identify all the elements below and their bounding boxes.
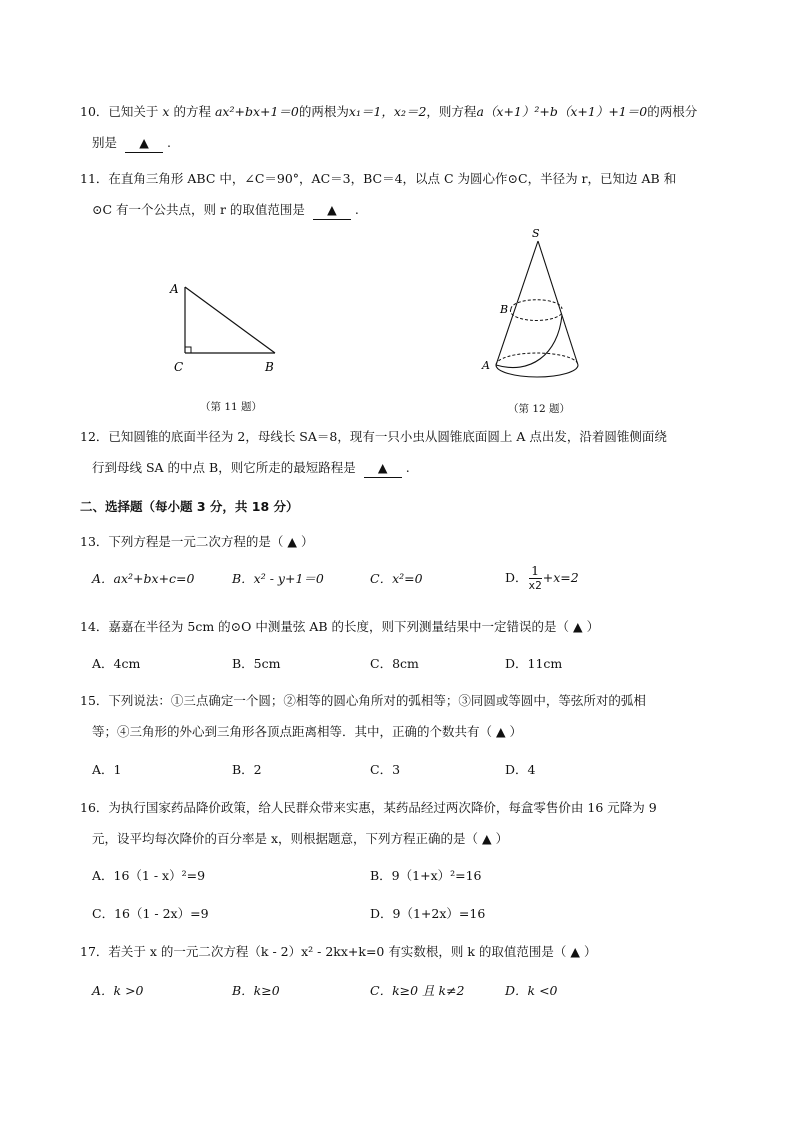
q13-option-d: D． $\frac{1}{x2}$ +x=2 bbox=[505, 563, 579, 592]
fraction: $\frac{1}{x2}$ bbox=[528, 563, 542, 592]
q16-line1: 16．为执行国家药品降价政策，给人民群众带来实惠，某药品经过两次降价，每盒零售价由 16 元降为 9 bbox=[80, 800, 657, 815]
q14-option-c: C．8cm bbox=[370, 656, 419, 671]
answer-blank: ▲ bbox=[364, 459, 402, 478]
q15-option-b: B．2 bbox=[232, 762, 262, 777]
q10-line2: 别是 ▲ . bbox=[92, 134, 171, 153]
q15-option-c: C．3 bbox=[370, 762, 401, 777]
q14-option-a: A．4cm bbox=[92, 656, 141, 671]
label-B: B bbox=[500, 303, 509, 316]
label-A: A bbox=[482, 359, 490, 372]
q13-option-c: C．x²=0 bbox=[370, 571, 423, 586]
q16-option-c: C．16（1 - 2x）=9 bbox=[92, 906, 209, 921]
label-B: B bbox=[265, 360, 274, 374]
q14-stem: 14．嘉嘉在半径为 5cm 的⊙O 中测量弦 AB 的长度，则下列测量结果中一定错误的是（ ▲ ） bbox=[80, 619, 600, 634]
q17-option-d: D．k <0 bbox=[505, 983, 558, 998]
q11-line2: ⊙C 有一个公共点，则 r 的取值范围是 ▲ . bbox=[92, 201, 359, 220]
figure-12-caption: （第 12 题） bbox=[508, 403, 571, 415]
figure-11-triangle bbox=[160, 275, 300, 385]
figure-11-caption: （第 11 题） bbox=[200, 401, 263, 413]
q15-line1: 15．下列说法：①三点确定一个圆；②相等的圆心角所对的弧相等；③同圆或等圆中，等弦所对的弧相 bbox=[80, 693, 646, 708]
q15-option-a: A．1 bbox=[92, 762, 122, 777]
q17-option-a: A．k >0 bbox=[92, 983, 144, 998]
figure-12-cone bbox=[470, 225, 600, 385]
q13-option-a: A．ax²+bx+c=0 bbox=[92, 571, 195, 586]
q16-option-a: A．16（1 - x）²=9 bbox=[92, 868, 206, 883]
q11-line1: 11．在直角三角形 ABC 中，∠C＝90°，AC＝3，BC＝4，以点 C 为圆心作⊙C，半径为 r，已知边 AB 和 bbox=[80, 171, 677, 186]
q16-option-b: B．9（1+x）²=16 bbox=[370, 868, 482, 883]
q14-option-d: D．11cm bbox=[505, 656, 563, 671]
q13-option-b: B．x² - y+1＝0 bbox=[232, 571, 324, 586]
q12-line1: 12．已知圆锥的底面半径为 2，母线长 SA＝8，现有一只小虫从圆锥底面圆上 A 点出发，沿着圆锥侧面绕 bbox=[80, 429, 667, 444]
label-S: S bbox=[532, 227, 540, 240]
section-2-header: 二、选择题（每小题 3 分，共 18 分） bbox=[80, 499, 299, 514]
label-A: A bbox=[170, 282, 179, 296]
label-C: C bbox=[174, 360, 184, 374]
q16-option-d: D．9（1+2x）=16 bbox=[370, 906, 486, 921]
q17-stem: 17．若关于 x 的一元二次方程（k - 2）x² - 2kx+k=0 有实数根，则 k 的取值范围是（ ▲ ） bbox=[80, 944, 597, 959]
answer-blank: ▲ bbox=[313, 201, 351, 220]
q10-line1: 10．已知关于 x 的方程 ax²+bx+1＝0的两根为x₁＝1，x₂＝2，则方程a（x+1）²+b（x+1）+1＝0的两根分 bbox=[80, 104, 698, 119]
q13-stem: 13．下列方程是一元二次方程的是（ ▲ ） bbox=[80, 534, 314, 549]
answer-blank: ▲ bbox=[125, 134, 163, 153]
q15-option-d: D．4 bbox=[505, 762, 536, 777]
q14-option-b: B．5cm bbox=[232, 656, 281, 671]
q17-option-b: B．k≥0 bbox=[232, 983, 280, 998]
q17-option-c: C．k≥0 且 k≠2 bbox=[370, 983, 465, 998]
q16-line2: 元，设平均每次降价的百分率是 x，则根据题意，下列方程正确的是（ ▲ ） bbox=[92, 831, 509, 846]
q15-line2: 等；④三角形的外心到三角形各顶点距离相等．其中，正确的个数共有（ ▲ ） bbox=[92, 724, 523, 739]
q10-number: 10． bbox=[80, 104, 109, 119]
q12-line2: 行到母线 SA 的中点 B，则它所走的最短路程是 ▲ . bbox=[92, 459, 410, 478]
